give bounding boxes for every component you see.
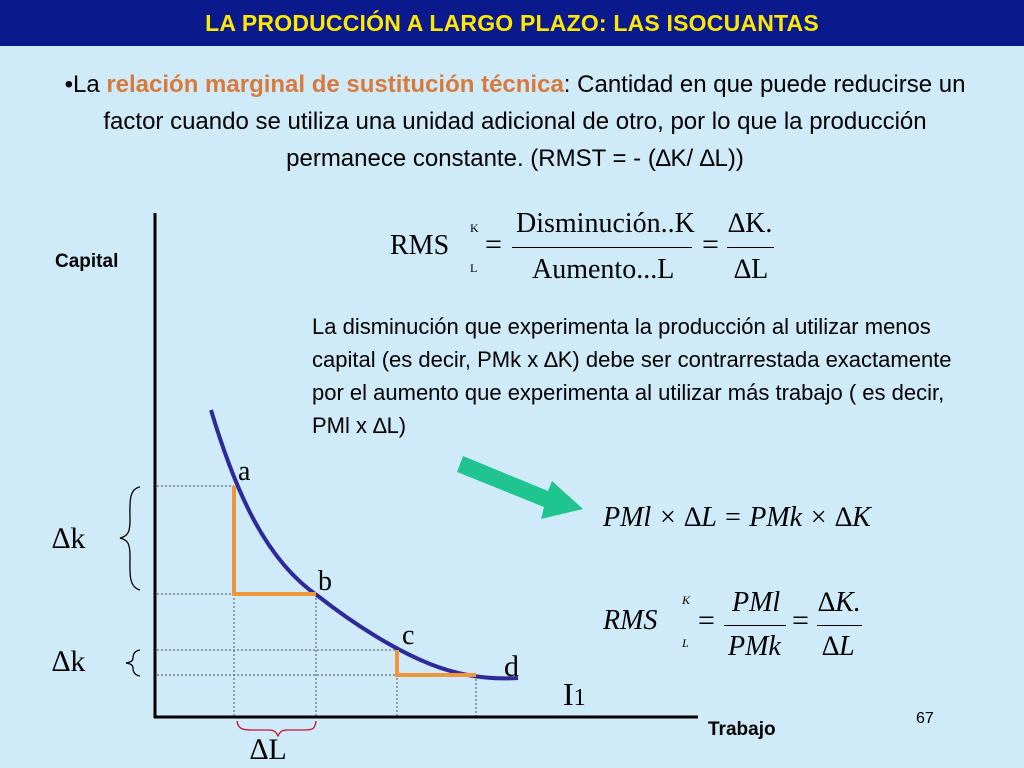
- f3-sup: K: [682, 593, 691, 607]
- green-arrow-icon: [457, 456, 583, 519]
- f1-numerator: Disminución..K: [516, 208, 695, 239]
- f1-sub: L: [470, 261, 478, 275]
- delta-k-lower-label: ∆k: [52, 645, 86, 678]
- slide-title: LA PRODUCCIÓN A LARGO PLAZO: LAS ISOCUANTAS: [205, 9, 819, 36]
- isoquant-label: [563, 676, 586, 713]
- intro-rest: : Cantidad en que puede reducirse un factor cuando se utiliza una unidad adicional de otro, por lo que la producción permanece constante. (RMST = - (∆K/ ∆L)): [103, 71, 966, 172]
- f3-numerator: PMl: [732, 587, 781, 618]
- f1-denominator: Aumento...L: [532, 254, 675, 285]
- delta-k-upper-label: ∆k: [52, 522, 86, 555]
- isoquant-label-main: I: [563, 676, 574, 712]
- point-label-d: d: [504, 650, 519, 683]
- f1-fraction-bar-2: [727, 247, 774, 248]
- f3-fraction-bar: [724, 625, 786, 626]
- isoquant-curve: [211, 410, 518, 678]
- f3-denominator: PMk: [728, 631, 781, 662]
- f1-sup: K: [470, 221, 479, 235]
- guide-lines: [157, 486, 476, 716]
- brace-upper: [120, 487, 140, 590]
- point-label-c: c: [402, 620, 415, 651]
- f3-den2: ∆L: [822, 631, 855, 662]
- f1-eq1: =: [485, 228, 502, 261]
- f3-fraction-bar-2: [817, 625, 862, 626]
- step-lines: [232, 486, 476, 675]
- f3-num2: ∆K.: [818, 587, 861, 618]
- f1-num2: ∆K.: [728, 208, 773, 239]
- f1-fraction-bar: [512, 247, 692, 248]
- y-axis-label: Capital: [55, 251, 119, 272]
- delta-l-label: ∆L: [250, 733, 287, 766]
- brace-lower: [126, 650, 140, 676]
- point-label-b: b: [318, 566, 332, 597]
- f3-eq2: =: [792, 604, 809, 637]
- f1-den2: ∆L: [734, 254, 769, 285]
- formula-equality: PMl × ∆L = PMk × ∆K: [603, 502, 871, 533]
- x-axis-label: Trabajo: [708, 719, 776, 740]
- point-label-a: a: [238, 456, 251, 487]
- explanation-text: La disminución que experimenta la producción al utilizar menos capital (es decir, PMk x ∆K) debe ser contrarrestada exactamente por el aumento que experimenta al utilizar más trabajo ( es decir, PMl x ∆L): [312, 314, 952, 438]
- f3-eq1: =: [698, 604, 715, 637]
- f1-eq2: =: [702, 228, 719, 261]
- f3-sub: L: [682, 636, 689, 650]
- isoquant-label-sub: 1: [573, 685, 586, 711]
- intro-bullet: •La: [64, 71, 107, 98]
- intro-highlight: relación marginal de sustitución técnica: [106, 71, 564, 98]
- f3-rms: RMS: [603, 605, 658, 636]
- page-number: 67: [916, 710, 934, 727]
- f1-rms: RMS: [390, 230, 450, 261]
